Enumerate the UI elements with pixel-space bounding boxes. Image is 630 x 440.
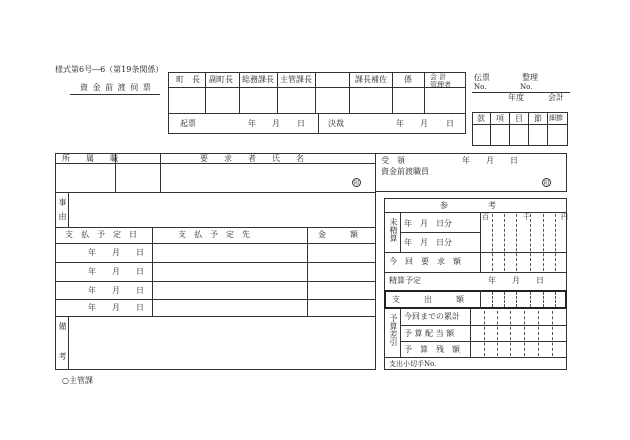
approval-col-general-affairs: 総務課長 [242,75,274,84]
title-underline [70,94,160,95]
slip-no: No. [474,83,487,91]
schedule-date-row: 年 月 日 [88,286,144,295]
settlement-date: 年 月 日 [488,276,544,285]
department-label: 所 属 職 [62,154,118,163]
decision-day: 日 [446,119,454,128]
slip-label: 伝票 [474,73,490,82]
draft-month: 月 [272,119,280,128]
decision-year: 年 [396,119,404,128]
check-number-label: 支出小切手No. [389,360,437,368]
draft-day: 日 [297,119,305,128]
budget-code-kan: 款 [477,114,485,123]
page-title: 資 金 前 渡 伺 票 [80,83,152,92]
reference-title: 参 考 [440,201,496,210]
unsettled-row-1: 年 月 日分 [404,219,452,228]
allocation-label: 予 算 配 当 額 [404,329,455,338]
receipt-label: 受 領 [381,156,405,165]
budget-code-setsu: 節 [534,114,542,123]
schedule-date-row: 年 月 日 [88,248,144,257]
official-seal-mark: 印 [543,180,550,187]
account-label: 会計 [548,93,564,102]
schedule-header-payee: 支 払 予 定 先 [178,230,250,239]
budget-diff-label: 予算差引 [389,314,398,346]
schedule-header-amount: 金 額 [318,230,358,239]
cumulative-label: 今回までの累計 [404,312,460,321]
unit-hundred: 百 [482,213,489,221]
unit-yen: 円 [561,213,568,221]
adjust-no: No. [520,83,533,91]
unsettled-label: 未精算 [389,218,398,242]
budget-code-kou: 項 [496,114,504,123]
receipt-date: 年 月 日 [462,156,518,165]
claimant-label: 要 求 者 氏 名 [200,154,304,163]
schedule-date-row: 年 月 日 [88,303,144,312]
approval-col-accountant: 会 計 管理者 [430,73,451,89]
approval-col-section-chief: 主管課長 [280,75,312,84]
decision-label: 決裁 [328,119,344,128]
form-number: 様式第6号―6（第19条関係） [55,65,164,74]
adjust-label: 整理 [522,73,538,82]
fiscal-year: 年度 [508,93,524,102]
schedule-header-date: 支 払 予 定 日 [65,230,137,239]
approval-col-assistant: 課長補佐 [355,75,387,84]
official-label: 資金前渡職員 [381,167,429,176]
budget-code-moku: 目 [515,114,523,123]
draft-label: 起票 [180,119,196,128]
request-label: 今 回 要 求 額 [389,257,461,266]
schedule-date-row: 年 月 日 [88,267,144,276]
expenditure-label: 支 出 額 [392,295,464,304]
remarks-label: 備考 [58,322,67,382]
approval-col-deputy-mayor: 副町長 [209,75,233,84]
matter-label: 事由 [58,198,67,226]
balance-label: 予 算 残 額 [404,345,460,354]
unit-thousand: 千 [523,213,530,221]
budget-code-saisetsu: 細節 [549,114,563,122]
draft-year: 年 [248,119,256,128]
approval-col-staff: 係 [404,75,412,84]
unsettled-row-2: 年 月 日分 [404,238,452,247]
approval-col-mayor: 町 長 [176,75,200,84]
footer-note: ○主管課 [62,376,93,385]
settlement-label: 精算予定 [389,276,421,285]
claimant-seal-mark: 印 [353,180,360,187]
decision-month: 月 [420,119,428,128]
